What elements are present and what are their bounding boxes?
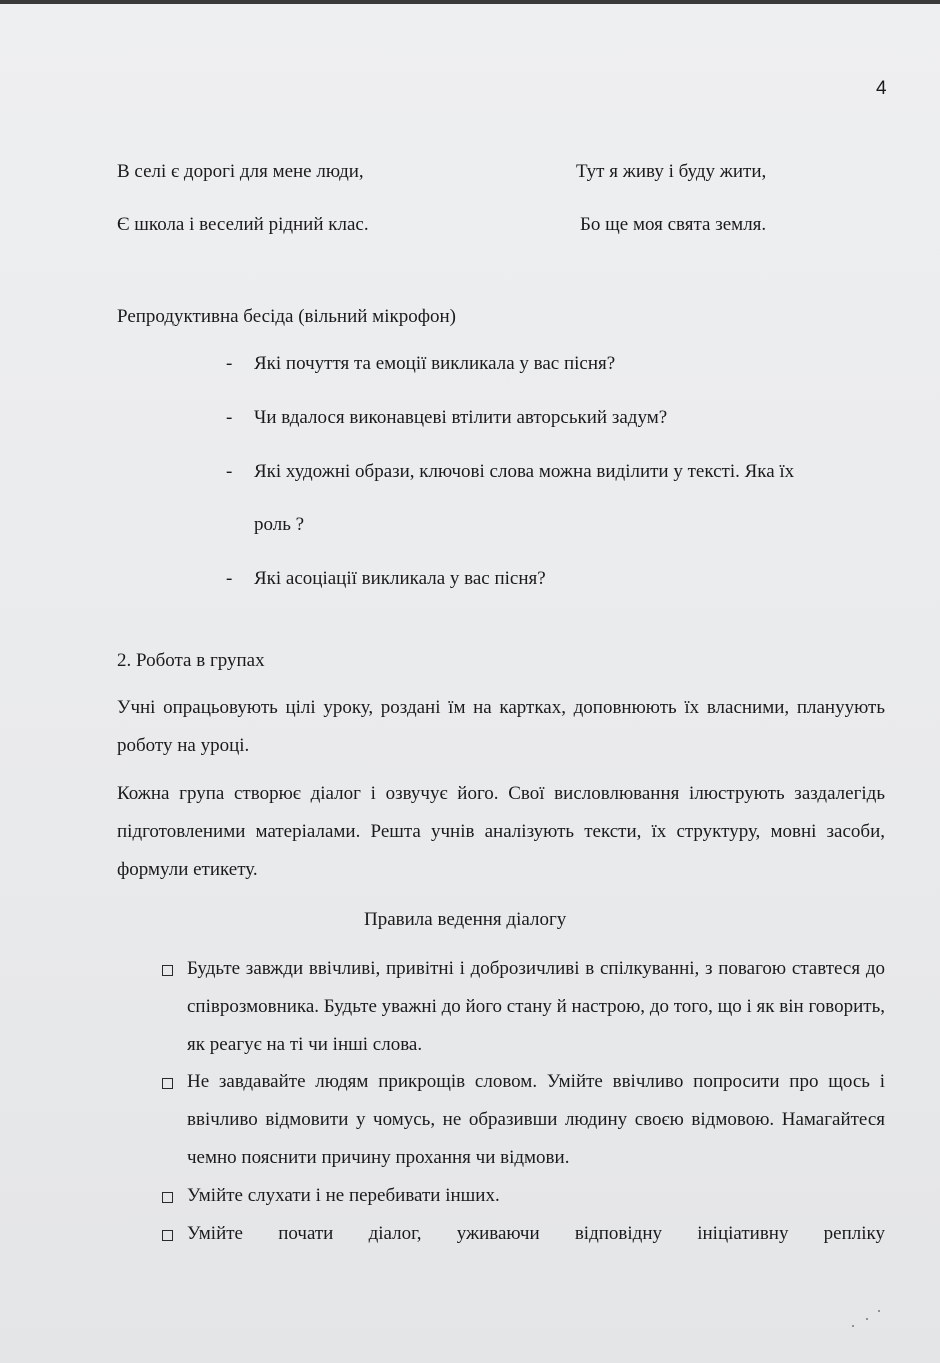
scan-speck xyxy=(852,1325,854,1327)
question-4: Які асоціації викликала у вас пісня? xyxy=(254,568,546,589)
scan-top-edge xyxy=(0,0,940,4)
question-dash: - xyxy=(226,353,233,374)
question-2: Чи вдалося виконавцеві втілити авторський задум? xyxy=(254,407,668,428)
checkbox-bullet-icon xyxy=(162,1078,173,1089)
page-number: 4 xyxy=(876,78,887,99)
scan-speck xyxy=(866,1318,868,1320)
checkbox-bullet-icon xyxy=(162,1230,173,1241)
question-3-continued: роль ? xyxy=(254,514,305,535)
question-dash: - xyxy=(226,461,233,482)
poem-left-line-2: Є школа і веселий рідний клас. xyxy=(117,214,369,235)
poem-right-line-1: Тут я живу і буду жити, xyxy=(576,161,767,182)
checkbox-bullet-icon xyxy=(162,1192,173,1203)
rules-title: Правила ведення діалогу xyxy=(364,909,567,930)
scan-speck xyxy=(878,1310,880,1312)
paragraph-2: Кожна група створює діалог і озвучує його. Свої висловлювання ілюструють заздалегідь підготовленими матеріалами. Решта учнів аналізують тексти, їх структуру, мовні засоби, формули етикету. xyxy=(117,783,885,880)
poem-right-line-2: Бо ще моя свята земля. xyxy=(580,214,767,235)
discussion-heading: Репродуктивна бесіда (вільний мікрофон) xyxy=(117,306,457,327)
rule-1: Будьте завжди ввічливі, привітні і доброзичливі в спілкуванні, з повагою ставтеся до співрозмовника. Будьте уважні до його стану й настрою, до того, що і як він говорить, як реагує на ті чи інші слова. xyxy=(187,958,885,1055)
question-dash: - xyxy=(226,568,233,589)
question-dash: - xyxy=(226,407,233,428)
paragraph-1: Учні опрацьовують цілі уроку, роздані їм на картках, доповнюють їх власними, плануують роботу на уроці. xyxy=(117,697,885,756)
question-1: Які почуття та емоції викликала у вас пісня? xyxy=(254,353,616,374)
rule-2: Не завдавайте людям прикрощів словом. Умійте ввічливо попросити про щось і ввічливо відмовити у чомусь, не образивши людину своєю відмовою. Намагайтеся чемно пояснити причину прохання чи відмови. xyxy=(187,1071,885,1168)
poem-left-line-1: В селі є дорогі для мене люди, xyxy=(117,161,364,182)
rule-3: Умійте слухати і не перебивати інших. xyxy=(187,1185,500,1206)
section-heading: 2. Робота в групах xyxy=(117,650,265,671)
question-3: Які художні образи, ключові слова можна виділити у тексті. Яка їх xyxy=(254,461,795,482)
checkbox-bullet-icon xyxy=(162,965,173,976)
rule-4: Умійте почати діалог, уживаючи відповідну ініціативну репліку xyxy=(187,1223,885,1244)
